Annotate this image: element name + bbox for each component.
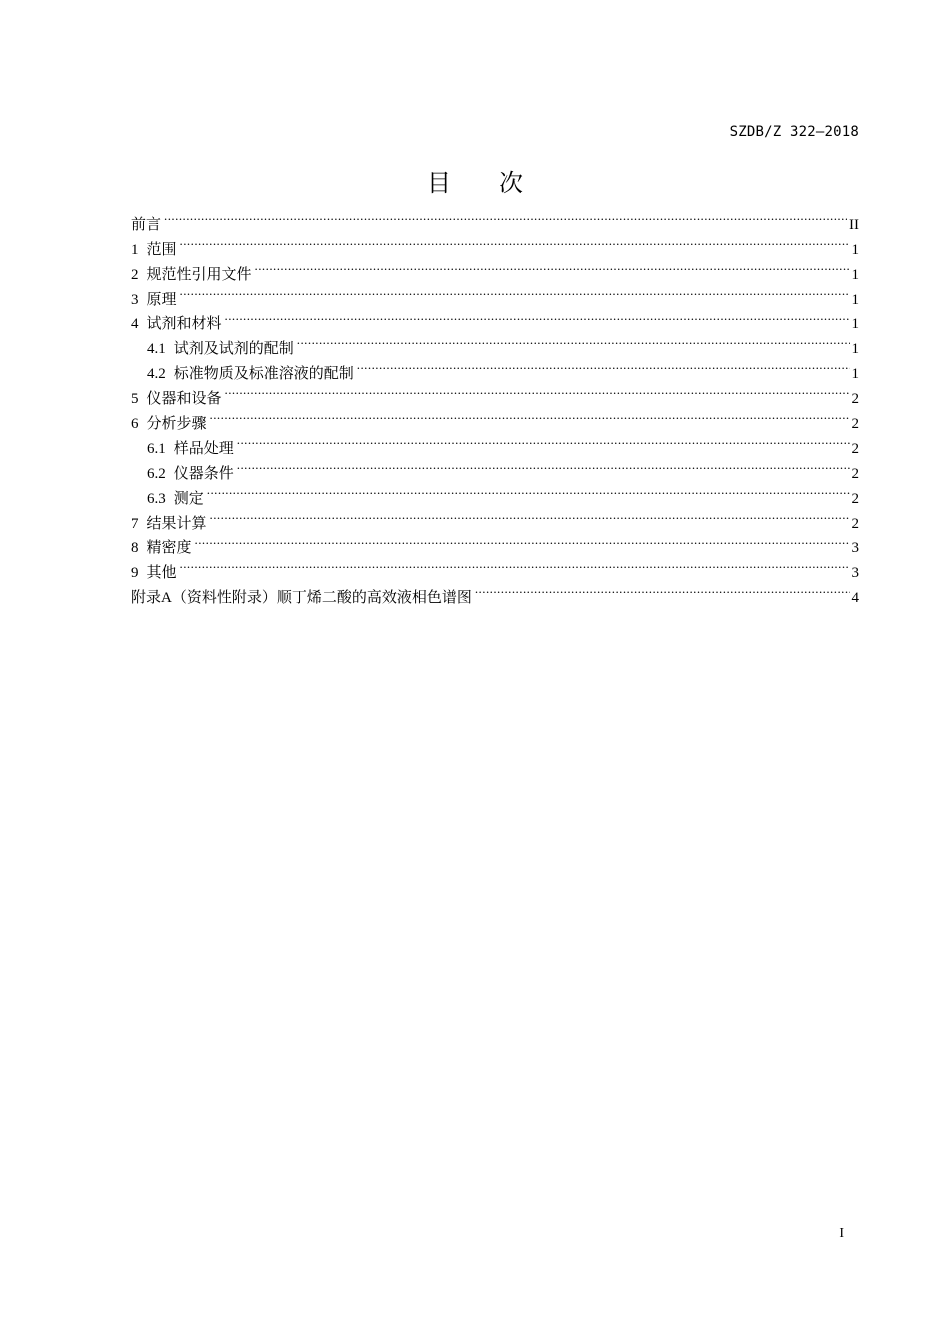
toc-entry-page: 1 bbox=[851, 266, 859, 283]
toc-list bbox=[131, 204, 859, 607]
toc-entry-number: 4 bbox=[131, 316, 139, 333]
toc-leader-dots bbox=[164, 204, 847, 229]
toc-leader-dots bbox=[237, 453, 850, 478]
toc-entry[interactable] bbox=[131, 552, 859, 582]
toc-entry-label: 精密度 bbox=[146, 540, 192, 557]
toc-entry[interactable] bbox=[131, 279, 859, 308]
toc-entry-page: 2 bbox=[851, 515, 859, 532]
toc-entry-page: 4 bbox=[851, 590, 859, 607]
page-number: I bbox=[839, 1226, 844, 1241]
toc-entry-page: 1 bbox=[851, 241, 859, 258]
toc-leader-dots bbox=[237, 428, 850, 453]
toc-entry-page: 1 bbox=[851, 366, 859, 383]
toc-entry-page: 1 bbox=[851, 291, 859, 308]
toc-entry-label: 附录A（资料性附录）顺丁烯二酸的高效液相色谱图 bbox=[131, 590, 472, 607]
toc-entry[interactable] bbox=[131, 328, 859, 358]
toc-entry-label: 结果计算 bbox=[146, 515, 207, 532]
toc-entry-label: 试剂及试剂的配制 bbox=[173, 341, 294, 358]
toc-entry[interactable] bbox=[131, 528, 859, 557]
toc-leader-dots bbox=[255, 254, 850, 279]
toc-leader-dots bbox=[357, 353, 850, 378]
toc-entry-page: 2 bbox=[851, 465, 859, 482]
toc-entry-number: 4.2 bbox=[147, 366, 166, 383]
toc-entry-label: 测定 bbox=[173, 490, 204, 507]
toc-entry-number: 6 bbox=[131, 416, 139, 433]
toc-entry-label: 试剂和材料 bbox=[146, 316, 222, 333]
toc-leader-dots bbox=[180, 552, 850, 577]
toc-entry-page: 2 bbox=[851, 440, 859, 457]
toc-entry-number: 6.2 bbox=[147, 465, 166, 482]
document-code: SZDB/Z 322—2018 bbox=[729, 124, 859, 140]
toc-entry-label: 样品处理 bbox=[173, 440, 234, 457]
toc-entry[interactable] bbox=[131, 378, 859, 408]
toc-entry-label: 范围 bbox=[146, 241, 177, 258]
toc-leader-dots bbox=[210, 503, 850, 528]
toc-entry-number: 6.3 bbox=[147, 490, 166, 507]
toc-title-char-1: 目 bbox=[427, 169, 451, 197]
toc-entry-label: 规范性引用文件 bbox=[146, 266, 252, 283]
toc-entry[interactable] bbox=[131, 428, 859, 457]
toc-entry-page: 2 bbox=[851, 490, 859, 507]
toc-entry-page: 3 bbox=[851, 540, 859, 557]
toc-leader-dots bbox=[207, 478, 850, 503]
toc-leader-dots bbox=[210, 403, 850, 428]
toc-entry-number: 9 bbox=[131, 565, 139, 582]
toc-entry-number: 3 bbox=[131, 291, 139, 308]
toc-entry-page: 3 bbox=[851, 565, 859, 582]
toc-title-char-2: 次 bbox=[499, 169, 523, 197]
toc-leader-dots bbox=[225, 378, 850, 403]
toc-entry-number: 4.1 bbox=[147, 341, 166, 358]
toc-entry-label: 分析步骤 bbox=[146, 416, 207, 433]
toc-entry-number: 5 bbox=[131, 391, 139, 408]
toc-leader-dots bbox=[180, 279, 850, 304]
toc-leader-dots bbox=[475, 577, 850, 602]
toc-entry[interactable] bbox=[131, 478, 859, 507]
toc-entry-label: 原理 bbox=[146, 291, 177, 308]
toc-entry[interactable] bbox=[131, 403, 859, 433]
toc-entry-number: 6.1 bbox=[147, 440, 166, 457]
toc-entry-number: 8 bbox=[131, 540, 139, 557]
toc-entry[interactable] bbox=[131, 503, 859, 532]
toc-entry[interactable] bbox=[131, 304, 859, 333]
toc-entry-number: 7 bbox=[131, 515, 139, 532]
toc-entry-page: 1 bbox=[851, 341, 859, 358]
toc-entry[interactable] bbox=[131, 453, 859, 482]
toc-entry-label: 仪器和设备 bbox=[146, 391, 222, 408]
toc-entry-page: II bbox=[849, 216, 859, 233]
toc-entry-page: 1 bbox=[851, 316, 859, 333]
toc-entry-page: 2 bbox=[851, 416, 859, 433]
toc-entry[interactable] bbox=[131, 254, 859, 283]
toc-entry-label: 仪器条件 bbox=[173, 465, 234, 482]
toc-leader-dots bbox=[180, 229, 850, 254]
toc-entry-label: 标准物质及标准溶液的配制 bbox=[173, 366, 354, 383]
toc-leader-dots bbox=[297, 328, 850, 353]
toc-entry-number: 1 bbox=[131, 241, 139, 258]
toc-title bbox=[0, 163, 950, 198]
toc-entry[interactable] bbox=[131, 229, 859, 258]
toc-leader-dots bbox=[225, 304, 850, 329]
toc-entry-page: 2 bbox=[851, 391, 859, 408]
toc-entry[interactable] bbox=[131, 577, 859, 607]
toc-entry[interactable] bbox=[131, 204, 859, 233]
toc-entry-label: 前言 bbox=[131, 216, 162, 233]
toc-entry-number: 2 bbox=[131, 266, 139, 283]
toc-entry-label: 其他 bbox=[146, 565, 177, 582]
toc-leader-dots bbox=[195, 528, 850, 553]
